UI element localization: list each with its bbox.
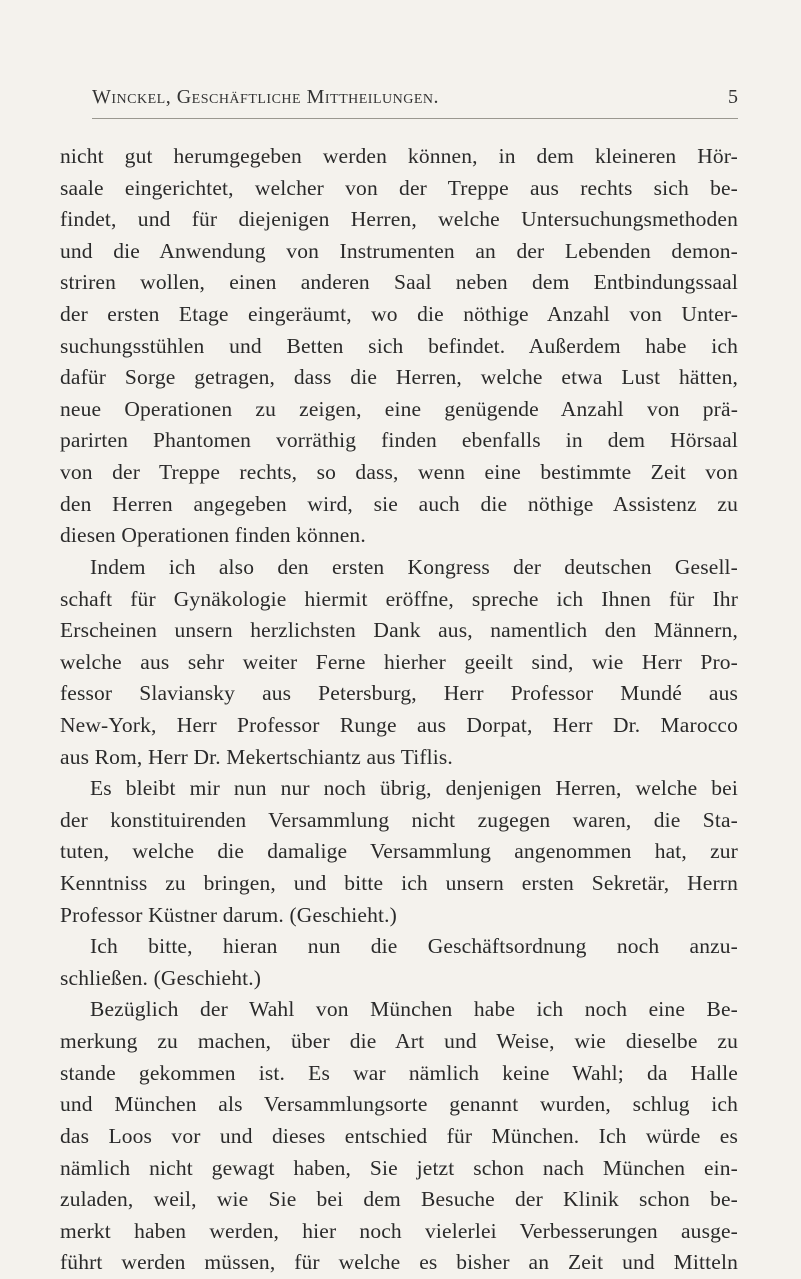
text-line: Es bleibt mir nun nur noch übrig, denjenigen Herren, welche bei xyxy=(90,776,738,801)
text-line: nicht gut herumgegeben werden können, in dem kleineren Hör- xyxy=(60,144,738,168)
text-line: der ersten Etage eingeräumt, wo die nöthige Anzahl von Unter- xyxy=(60,302,738,327)
text-line: Erscheinen unsern herzlichsten Dank aus, namentlich den Männern, xyxy=(60,618,738,643)
text-line: der konstituirenden Versammlung nicht zugegen waren, die Sta- xyxy=(60,807,738,832)
text-line: das Loos vor und dieses entschied für München. Ich würde es xyxy=(60,1123,738,1148)
text-line: zuladen, weil, wie Sie bei dem Besuche der Klinik schon be- xyxy=(60,1187,738,1212)
text-line: neue Operationen zu zeigen, eine genügende Anzahl von prä- xyxy=(60,396,738,421)
page-number: 5 xyxy=(728,86,738,108)
running-title: Winckel, Geschäftliche Mittheilungen. xyxy=(92,86,440,108)
text-line: den Herren angegeben wird, sie auch die nöthige Assistenz zu xyxy=(60,491,738,516)
text-line: dafür Sorge getragen, dass die Herren, welche etwa Lust hätten, xyxy=(60,365,738,390)
body-text xyxy=(60,141,738,1279)
text-line: merkt haben werden, hier noch vielerlei Verbesserungen ausge- xyxy=(60,1218,738,1243)
text-line: schaft für Gynäkologie hiermit eröffne, spreche ich Ihnen für Ihr xyxy=(60,586,738,611)
text-line: Ich bitte, hieran nun die Geschäftsordnung noch anzu- xyxy=(90,934,738,959)
text-line: welche aus sehr weiter Ferne hierher geeilt sind, wie Herr Pro- xyxy=(60,649,738,674)
text-line: parirten Phantomen vorräthig finden ebenfalls in dem Hörsaal xyxy=(60,428,738,453)
text-line: von der Treppe rechts, so dass, wenn eine bestimmte Zeit von xyxy=(60,460,738,485)
text-line: und München als Versammlungsorte genannt wurden, schlug ich xyxy=(60,1092,738,1117)
text-line: New-York, Herr Professor Runge aus Dorpat, Herr Dr. Marocco xyxy=(60,712,738,737)
text-line: Professor Küstner darum. (Geschieht.) xyxy=(60,902,397,927)
header-rule xyxy=(92,118,738,119)
text-line: nämlich nicht gewagt haben, Sie jetzt schon nach München ein- xyxy=(60,1155,738,1180)
text-line: saale eingerichtet, welcher von der Treppe aus rechts sich be- xyxy=(60,175,738,200)
text-line: tuten, welche die damalige Versammlung angenommen hat, zur xyxy=(60,839,738,864)
text-line: aus Rom, Herr Dr. Mekertschiantz aus Tiflis. xyxy=(60,744,453,769)
text-line: suchungsstühlen und Betten sich befindet. Außerdem habe ich xyxy=(60,333,738,358)
text-line: findet, und für diejenigen Herren, welche Untersuchungsmethoden xyxy=(60,207,738,232)
text-line: fessor Slaviansky aus Petersburg, Herr Professor Mundé aus xyxy=(60,681,738,706)
text-line: merkung zu machen, über die Art und Weise, wie dieselbe zu xyxy=(60,1029,738,1054)
text-line: Kenntniss zu bringen, und bitte ich unsern ersten Sekretär, Herrn xyxy=(60,871,738,896)
text-line: striren wollen, einen anderen Saal neben dem Entbindungssaal xyxy=(60,270,738,295)
text-line: diesen Operationen finden können. xyxy=(60,523,366,548)
text-line: stande gekommen ist. Es war nämlich keine Wahl; da Halle xyxy=(60,1060,738,1085)
text-line: und die Anwendung von Instrumenten an der Lebenden demon- xyxy=(60,238,738,263)
text-line: Bezüglich der Wahl von München habe ich noch eine Be- xyxy=(90,997,738,1022)
text-line: führt werden müssen, für welche es bisher an Zeit und Mitteln xyxy=(60,1250,738,1275)
running-header xyxy=(62,86,738,116)
text-line: schließen. (Geschieht.) xyxy=(60,965,262,990)
text-line: Indem ich also den ersten Kongress der deutschen Gesell- xyxy=(90,554,738,579)
